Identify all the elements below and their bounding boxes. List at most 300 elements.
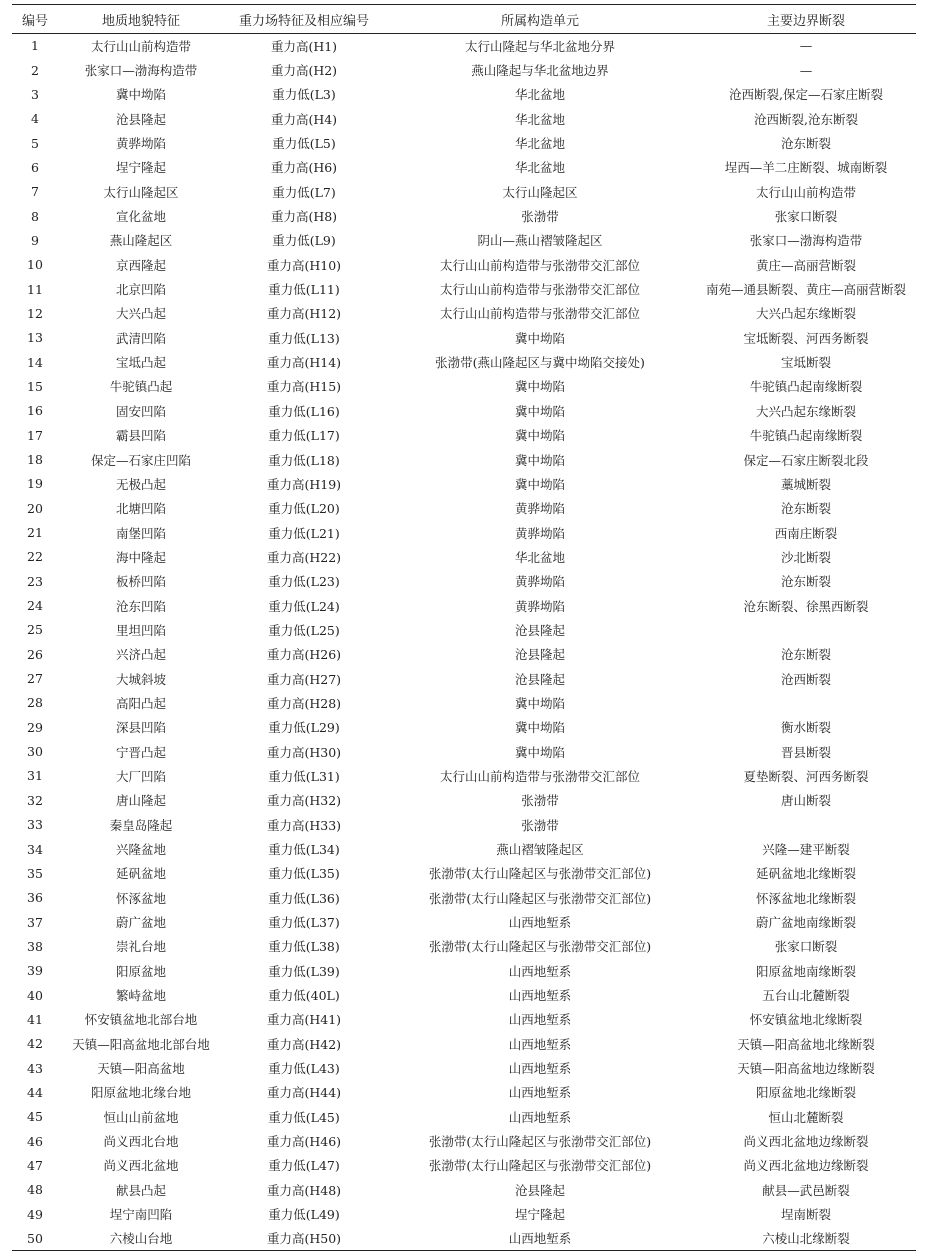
cell-fault: 沧东断裂	[780, 501, 831, 517]
cell-id: 40	[27, 987, 43, 1003]
cell-fault: 恒山北麓断裂	[768, 1109, 844, 1125]
cell-gravity: 重力高(H10)	[266, 257, 342, 273]
cell-feature: 唐山隆起	[115, 793, 166, 809]
cell-id: 31	[27, 768, 43, 784]
cell-unit: 冀中坳陷	[514, 720, 565, 736]
cell-gravity: 重力高(H22)	[266, 549, 342, 565]
cell-unit: 阴山—燕山褶皱隆起区	[477, 233, 603, 249]
cell-feature: 冀中坳陷	[115, 87, 166, 103]
cell-fault: 尚义西北盆地边缘断裂	[743, 1134, 869, 1150]
cell-unit: 冀中坳陷	[514, 452, 565, 468]
cell-feature: 阳原盆地北缘台地	[90, 1085, 191, 1101]
table-container	[12, 4, 916, 1251]
table-row	[12, 910, 916, 934]
cell-unit: 冀中坳陷	[514, 695, 565, 711]
cell-feature: 延矾盆地	[115, 866, 166, 882]
cell-gravity: 重力高(H44)	[266, 1085, 342, 1101]
table-row	[12, 1080, 916, 1104]
header-fault: 主要边界断裂	[766, 13, 845, 29]
cell-gravity: 重力低(L29)	[268, 720, 340, 736]
cell-feature: 蔚广盆地	[115, 915, 166, 931]
cell-gravity: 重力低(L13)	[268, 330, 340, 346]
table-row	[12, 642, 916, 666]
cell-fault: 宝坻断裂、河西务断裂	[743, 330, 869, 346]
cell-fault: 天镇—阳高盆地边缘断裂	[737, 1061, 875, 1077]
cell-unit: 张渤带(太行山隆起区与张渤带交汇部位)	[428, 890, 652, 906]
cell-fault: 尚义西北盆地边缘断裂	[743, 1158, 869, 1174]
cell-feature: 埕宁隆起	[115, 160, 166, 176]
table-row	[12, 399, 916, 423]
cell-id: 50	[27, 1230, 43, 1246]
cell-unit: 华北盆地	[514, 136, 565, 152]
cell-unit: 太行山山前构造带与张渤带交汇部位	[439, 306, 640, 322]
table-row	[12, 1153, 916, 1177]
cell-fault: 沧西断裂	[780, 671, 831, 687]
cell-feature: 里坦凹陷	[115, 622, 166, 638]
cell-id: 48	[27, 1182, 43, 1198]
cell-feature: 牛驼镇凸起	[109, 379, 173, 395]
cell-gravity: 重力高(H19)	[266, 476, 342, 492]
cell-id: 34	[27, 841, 43, 857]
cell-unit: 山西地堑系	[508, 1085, 572, 1101]
cell-gravity: 重力低(L7)	[272, 184, 336, 200]
cell-gravity: 重力低(L39)	[268, 963, 340, 979]
cell-fault: 献县—武邑断裂	[762, 1182, 850, 1198]
cell-unit: 黄骅坳陷	[514, 598, 565, 614]
cell-feature: 崇礼台地	[115, 939, 166, 955]
cell-unit: 冀中坳陷	[514, 744, 565, 760]
cell-gravity: 重力高(H30)	[266, 744, 342, 760]
cell-feature: 大厂凹陷	[115, 768, 166, 784]
cell-id: 17	[27, 427, 43, 443]
cell-feature: 固安凹陷	[115, 403, 166, 419]
cell-id: 6	[31, 159, 39, 175]
table-row	[12, 326, 916, 350]
cell-unit: 黄骅坳陷	[514, 501, 565, 517]
cell-gravity: 重力高(H14)	[266, 355, 342, 371]
cell-feature: 京西隆起	[115, 257, 166, 273]
cell-unit: 燕山褶皱隆起区	[496, 842, 584, 858]
cell-id: 13	[27, 330, 43, 346]
cell-id: 9	[31, 232, 39, 248]
cell-feature: 宣化盆地	[115, 209, 166, 225]
cell-fault: 沧东断裂	[780, 574, 831, 590]
cell-unit: 山西地堑系	[508, 915, 572, 931]
cell-unit: 山西地堑系	[508, 1012, 572, 1028]
cell-fault: 张家口—渤海构造带	[749, 233, 863, 249]
cell-unit: 冀中坳陷	[514, 476, 565, 492]
cell-fault: 怀涿盆地北缘断裂	[755, 890, 856, 906]
cell-gravity: 重力高(H48)	[266, 1182, 342, 1198]
cell-fault: 藁城断裂	[780, 476, 831, 492]
cell-unit: 冀中坳陷	[514, 379, 565, 395]
cell-gravity: 重力低(L21)	[268, 525, 340, 541]
table-row	[12, 350, 916, 374]
cell-unit: 山西地堑系	[508, 988, 572, 1004]
table-row	[12, 301, 916, 325]
cell-feature: 恒山山前盆地	[103, 1109, 179, 1125]
table-row	[12, 253, 916, 277]
cell-feature: 太行山山前构造带	[90, 38, 191, 54]
cell-id: 29	[27, 719, 43, 735]
cell-feature: 张家口—渤海构造带	[84, 63, 198, 79]
cell-id: 44	[27, 1084, 43, 1100]
cell-gravity: 重力低(L47)	[268, 1158, 340, 1174]
cell-id: 22	[27, 549, 43, 565]
table-row	[12, 959, 916, 983]
cell-unit: 沧县隆起	[514, 647, 565, 663]
cell-unit: 张渤带(太行山隆起区与张渤带交汇部位)	[428, 939, 652, 955]
cell-fault	[696, 813, 916, 837]
cell-unit: 太行山山前构造带与张渤带交汇部位	[439, 257, 640, 273]
cell-unit: 埕宁隆起	[514, 1207, 565, 1223]
cell-id: 10	[27, 257, 43, 273]
cell-unit: 华北盆地	[514, 87, 565, 103]
cell-id: 4	[31, 111, 39, 127]
cell-feature: 海中隆起	[115, 549, 166, 565]
cell-fault: 牛驼镇凸起南缘断裂	[749, 428, 863, 444]
cell-gravity: 重力低(L11)	[268, 282, 340, 298]
cell-unit: 太行山山前构造带与张渤带交汇部位	[439, 282, 640, 298]
cell-gravity: 重力高(H41)	[266, 1012, 342, 1028]
table-row	[12, 58, 916, 82]
table-row	[12, 1202, 916, 1226]
cell-unit: 张渤带(太行山隆起区与张渤带交汇部位)	[428, 866, 652, 882]
geology-table	[12, 4, 916, 1251]
cell-fault: 沧西断裂,沧东断裂	[754, 111, 858, 127]
cell-id: 49	[27, 1206, 43, 1222]
header-row	[12, 5, 916, 34]
table-row	[12, 1129, 916, 1153]
cell-gravity: 重力低(40L)	[268, 988, 340, 1004]
table-row	[12, 1032, 916, 1056]
cell-feature: 天镇—阳高盆地	[97, 1061, 185, 1077]
cell-fault: 张家口断裂	[774, 939, 838, 955]
cell-feature: 兴隆盆地	[115, 842, 166, 858]
cell-gravity: 重力高(H4)	[270, 111, 338, 127]
table-row	[12, 691, 916, 715]
cell-id: 35	[27, 865, 43, 881]
cell-feature: 板桥凹陷	[115, 574, 166, 590]
table-row	[12, 423, 916, 447]
table-row	[12, 1178, 916, 1202]
cell-fault: 沧东断裂	[780, 647, 831, 663]
cell-id: 21	[27, 525, 43, 541]
cell-feature: 六棱山台地	[109, 1231, 173, 1247]
cell-gravity: 重力高(H28)	[266, 695, 342, 711]
cell-feature: 霸县凹陷	[115, 428, 166, 444]
cell-unit: 燕山隆起与华北盆地边界	[471, 63, 609, 79]
cell-fault	[696, 618, 916, 642]
cell-unit: 黄骅坳陷	[514, 525, 565, 541]
cell-gravity: 重力低(L45)	[268, 1109, 340, 1125]
cell-unit: 张渤带	[521, 793, 559, 809]
cell-id: 36	[27, 890, 43, 906]
table-row	[12, 1056, 916, 1080]
cell-id: 42	[27, 1036, 43, 1052]
table-row	[12, 1007, 916, 1031]
cell-fault: 牛驼镇凸起南缘断裂	[749, 379, 863, 395]
cell-id: 28	[27, 695, 43, 711]
cell-gravity: 重力高(H12)	[266, 306, 342, 322]
cell-fault: 埕西—羊二庄断裂、城南断裂	[724, 160, 888, 176]
cell-id: 32	[27, 792, 43, 808]
cell-feature: 高阳凸起	[115, 695, 166, 711]
cell-fault: 大兴凸起东缘断裂	[755, 306, 856, 322]
cell-gravity: 重力低(L38)	[268, 939, 340, 955]
table-row	[12, 1105, 916, 1129]
cell-unit: 张渤带(太行山隆起区与张渤带交汇部位)	[428, 1158, 652, 1174]
cell-gravity: 重力低(L9)	[272, 233, 336, 249]
cell-fault: 沧西断裂,保定—石家庄断裂	[729, 87, 883, 103]
cell-feature: 宝坻凸起	[115, 355, 166, 371]
cell-unit: 黄骅坳陷	[514, 574, 565, 590]
cell-unit: 华北盆地	[514, 549, 565, 565]
cell-id: 24	[27, 598, 43, 614]
table-row	[12, 545, 916, 569]
cell-id: 26	[27, 646, 43, 662]
cell-id: 46	[27, 1133, 43, 1149]
cell-gravity: 重力高(H6)	[270, 160, 338, 176]
cell-gravity: 重力低(L20)	[268, 501, 340, 517]
cell-feature: 秦皇岛隆起	[109, 817, 173, 833]
cell-feature: 天镇—阳高盆地北部台地	[72, 1036, 210, 1052]
table-row	[12, 934, 916, 958]
cell-unit: 冀中坳陷	[514, 428, 565, 444]
cell-feature: 繁峙盆地	[115, 988, 166, 1004]
cell-id: 12	[27, 305, 43, 321]
cell-feature: 怀涿盆地	[115, 890, 166, 906]
cell-fault: 唐山断裂	[780, 793, 831, 809]
table-row	[12, 107, 916, 131]
cell-feature: 大兴凸起	[115, 306, 166, 322]
cell-gravity: 重力低(L43)	[268, 1061, 340, 1077]
table-row	[12, 788, 916, 812]
cell-feature: 埕宁南凹陷	[109, 1207, 173, 1223]
cell-id: 38	[27, 938, 43, 954]
cell-fault: 延矾盆地北缘断裂	[755, 866, 856, 882]
cell-gravity: 重力低(L5)	[272, 136, 336, 152]
cell-gravity: 重力低(L37)	[268, 915, 340, 931]
cell-gravity: 重力低(L23)	[268, 574, 340, 590]
table-row	[12, 82, 916, 106]
cell-id: 41	[27, 1011, 43, 1027]
cell-id: 14	[27, 354, 43, 370]
cell-id: 23	[27, 573, 43, 589]
cell-unit: 冀中坳陷	[514, 403, 565, 419]
table-row	[12, 837, 916, 861]
cell-fault: 保定—石家庄断裂北段	[743, 452, 869, 468]
cell-id: 11	[27, 281, 43, 297]
cell-fault: 怀安镇盆地北缘断裂	[749, 1012, 863, 1028]
table-row	[12, 618, 916, 642]
cell-id: 3	[31, 86, 39, 102]
table-body	[12, 34, 916, 1251]
cell-fault: —	[799, 38, 813, 54]
table-row	[12, 861, 916, 885]
table-row	[12, 1226, 916, 1250]
cell-id: 15	[27, 378, 43, 394]
cell-id: 2	[31, 62, 39, 78]
cell-unit: 沧县隆起	[514, 1182, 565, 1198]
cell-gravity: 重力低(L17)	[268, 428, 340, 444]
cell-fault: 沧东断裂	[780, 136, 831, 152]
cell-feature: 沧东凹陷	[115, 598, 166, 614]
cell-gravity: 重力低(L18)	[268, 452, 340, 468]
cell-id: 43	[27, 1060, 43, 1076]
cell-unit: 张渤带	[521, 817, 559, 833]
cell-feature: 尚义西北盆地	[103, 1158, 179, 1174]
cell-id: 5	[31, 135, 39, 151]
cell-fault: 六棱山北缘断裂	[762, 1231, 850, 1247]
cell-id: 7	[31, 184, 39, 200]
cell-feature: 兴济凸起	[115, 647, 166, 663]
cell-gravity: 重力高(H15)	[266, 379, 342, 395]
cell-unit: 山西地堑系	[508, 1061, 572, 1077]
table-row	[12, 764, 916, 788]
cell-fault: 阳原盆地南缘断裂	[755, 963, 856, 979]
cell-id: 39	[27, 963, 43, 979]
cell-feature: 尚义西北台地	[103, 1134, 179, 1150]
cell-feature: 太行山隆起区	[103, 184, 179, 200]
cell-fault: 黄庄—高丽营断裂	[755, 257, 856, 273]
cell-gravity: 重力低(L31)	[268, 768, 340, 784]
cell-id: 37	[27, 914, 43, 930]
cell-feature: 武清凹陷	[115, 330, 166, 346]
cell-id: 18	[27, 452, 43, 468]
cell-unit: 冀中坳陷	[514, 330, 565, 346]
cell-fault: 大兴凸起东缘断裂	[755, 403, 856, 419]
cell-fault: 晋县断裂	[780, 744, 831, 760]
header-feature: 地质地貌特征	[101, 13, 180, 29]
cell-fault: 南苑—通县断裂、黄庄—高丽营断裂	[705, 282, 906, 298]
header-id: 编号	[21, 13, 48, 29]
cell-gravity: 重力高(H2)	[270, 63, 338, 79]
cell-id: 45	[27, 1109, 43, 1125]
header-gravity: 重力场特征及相应编号	[238, 13, 369, 29]
table-row	[12, 569, 916, 593]
cell-feature: 阳原盆地	[115, 963, 166, 979]
table-row	[12, 228, 916, 252]
cell-unit: 太行山山前构造带与张渤带交汇部位	[439, 768, 640, 784]
cell-gravity: 重力低(L16)	[268, 403, 340, 419]
cell-id: 20	[27, 500, 43, 516]
cell-fault: 阳原盆地北缘断裂	[755, 1085, 856, 1101]
cell-id: 16	[27, 403, 43, 419]
table-row	[12, 666, 916, 690]
cell-gravity: 重力高(H8)	[270, 209, 338, 225]
cell-id: 8	[31, 208, 39, 224]
cell-gravity: 重力低(L35)	[268, 866, 340, 882]
cell-gravity: 重力高(H33)	[266, 817, 342, 833]
cell-gravity: 重力低(L49)	[268, 1207, 340, 1223]
cell-gravity: 重力低(L36)	[268, 890, 340, 906]
cell-unit: 张渤带(太行山隆起区与张渤带交汇部位)	[428, 1134, 652, 1150]
cell-fault: —	[799, 62, 813, 78]
cell-feature: 黄骅坳陷	[115, 136, 166, 152]
table-row	[12, 886, 916, 910]
cell-feature: 深县凹陷	[115, 720, 166, 736]
table-row	[12, 715, 916, 739]
cell-fault: 埕南断裂	[780, 1207, 831, 1223]
cell-feature: 宁晋凸起	[115, 744, 166, 760]
cell-unit: 太行山隆起区	[502, 184, 578, 200]
table-row	[12, 155, 916, 179]
cell-unit: 山西地堑系	[508, 1109, 572, 1125]
cell-gravity: 重力高(H50)	[266, 1231, 342, 1247]
cell-feature: 燕山隆起区	[109, 233, 173, 249]
cell-fault: 天镇—阳高盆地北缘断裂	[737, 1036, 875, 1052]
cell-unit: 华北盆地	[514, 160, 565, 176]
cell-id: 47	[27, 1157, 43, 1173]
cell-fault: 夏垫断裂、河西务断裂	[743, 768, 869, 784]
table-row	[12, 277, 916, 301]
table-row	[12, 447, 916, 471]
cell-feature: 无极凸起	[115, 476, 166, 492]
header-unit: 所属构造单元	[500, 13, 579, 29]
cell-unit: 张渤带(燕山隆起区与冀中坳陷交接处)	[435, 355, 645, 371]
cell-gravity: 重力低(L34)	[268, 842, 340, 858]
cell-fault: 西南庄断裂	[774, 525, 838, 541]
table-row	[12, 34, 916, 58]
cell-fault: 衡水断裂	[780, 720, 831, 736]
cell-fault: 张家口断裂	[774, 209, 838, 225]
cell-unit: 华北盆地	[514, 111, 565, 127]
table-row	[12, 204, 916, 228]
table-row	[12, 472, 916, 496]
cell-unit: 山西地堑系	[508, 1036, 572, 1052]
table-row	[12, 496, 916, 520]
cell-unit: 山西地堑系	[508, 1231, 572, 1247]
cell-fault: 太行山山前构造带	[755, 184, 856, 200]
cell-unit: 张渤带	[521, 209, 559, 225]
cell-feature: 南堡凹陷	[115, 525, 166, 541]
table-row	[12, 983, 916, 1007]
cell-fault: 兴隆—建平断裂	[762, 842, 850, 858]
cell-feature: 北塘凹陷	[115, 501, 166, 517]
cell-id: 25	[27, 622, 43, 638]
cell-fault: 蔚广盆地南缘断裂	[755, 915, 856, 931]
cell-fault: 五台山北麓断裂	[762, 988, 850, 1004]
cell-gravity: 重力高(H42)	[266, 1036, 342, 1052]
table-row	[12, 520, 916, 544]
cell-gravity: 重力低(L25)	[268, 622, 340, 638]
cell-fault	[696, 691, 916, 715]
cell-fault: 沧东断裂、徐黑西断裂	[743, 598, 869, 614]
table-row	[12, 593, 916, 617]
cell-id: 33	[27, 817, 43, 833]
cell-id: 27	[27, 671, 43, 687]
table-row	[12, 374, 916, 398]
cell-feature: 大城斜坡	[115, 671, 166, 687]
cell-gravity: 重力高(H27)	[266, 671, 342, 687]
table-row	[12, 739, 916, 763]
cell-gravity: 重力高(H26)	[266, 647, 342, 663]
cell-gravity: 重力高(H1)	[270, 38, 338, 54]
cell-id: 19	[27, 476, 43, 492]
cell-unit: 沧县隆起	[514, 622, 565, 638]
cell-feature: 北京凹陷	[115, 282, 166, 298]
cell-feature: 怀安镇盆地北部台地	[84, 1012, 198, 1028]
cell-gravity: 重力高(H32)	[266, 793, 342, 809]
table-row	[12, 180, 916, 204]
cell-id: 30	[27, 744, 43, 760]
cell-gravity: 重力低(L24)	[268, 598, 340, 614]
cell-feature: 沧县隆起	[115, 111, 166, 127]
cell-unit: 山西地堑系	[508, 963, 572, 979]
cell-id: 1	[31, 38, 39, 54]
cell-feature: 献县凸起	[115, 1182, 166, 1198]
